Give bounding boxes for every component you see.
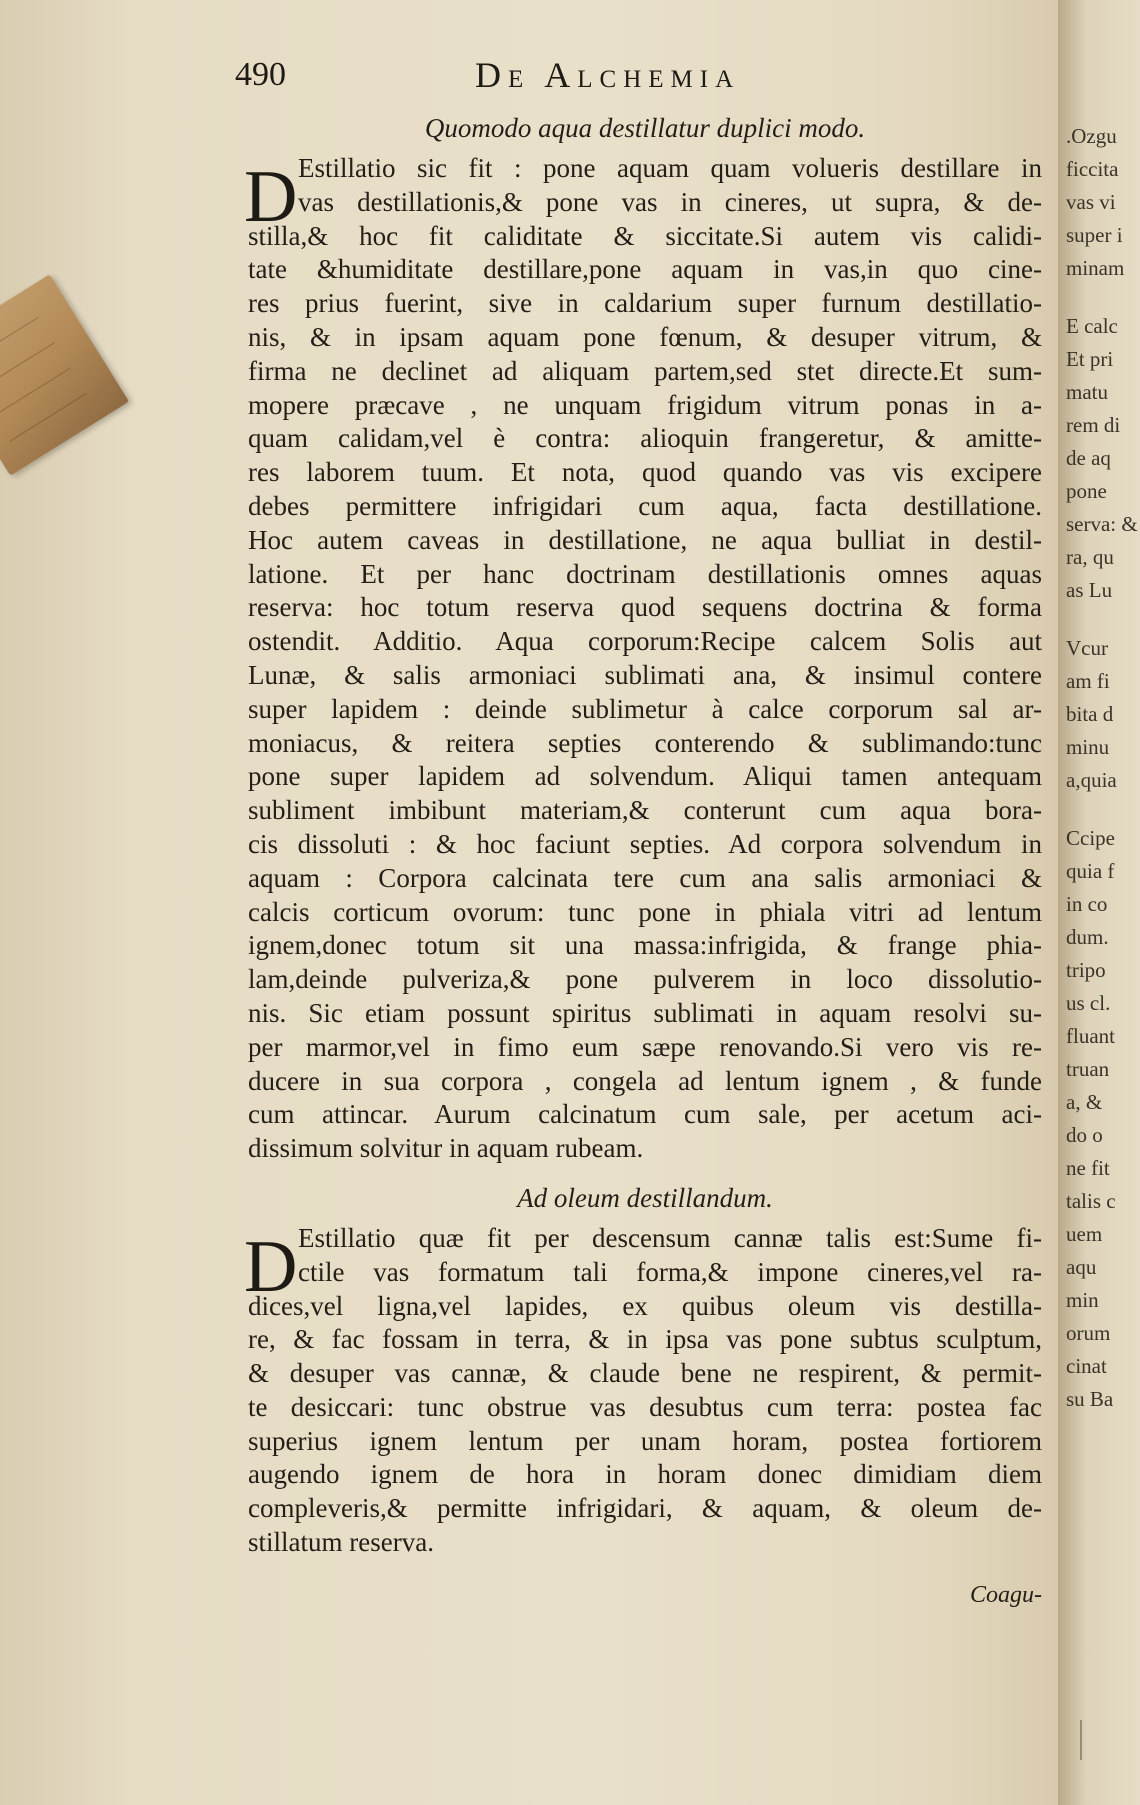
page-number: 490: [235, 56, 286, 93]
facing-page-line: fluant: [1066, 1024, 1115, 1048]
text-line: cis dissoluti : & hoc faciunt septies. Ad corpora solvendum in: [248, 828, 1042, 859]
text-line: dices,vel ligna,vel lapides, ex quibus oleum vis destilla-: [248, 1290, 1042, 1321]
text-line: Lunæ, & salis armoniaci sublimati ana, & insimul contere: [248, 659, 1042, 690]
facing-page-line: us cl.: [1066, 991, 1111, 1015]
text-line: Hoc autem caveas in destillatione, ne aqua bulliat in destil-: [248, 524, 1042, 555]
facing-page-line: E calc: [1066, 314, 1118, 338]
text-line: subliment imbibunt materiam,& conterunt cum aqua bora-: [248, 795, 1042, 826]
text-line: nis, & in ipsam aquam pone fœnum, & desuper vitrum, &: [248, 321, 1042, 352]
facing-page-line: aqu: [1066, 1255, 1097, 1279]
text-line: dissimum solvitur in aquam rubeam.: [248, 1133, 644, 1164]
text-line: per marmor,vel in fimo eum sæpe renovando.Si vero vis re-: [248, 1031, 1042, 1062]
facing-page-line: am fi: [1066, 669, 1110, 693]
facing-page-line: a,quia: [1066, 768, 1117, 792]
facing-page-line: de aq: [1066, 446, 1111, 470]
text-line: stilla,& hoc fit caliditate & siccitate.Si autem vis calidi-: [248, 220, 1042, 251]
text-line: quam calidam,vel è contra: alioquin frangeretur, & amitte-: [248, 423, 1042, 454]
binding-mark: [1080, 1720, 1082, 1760]
text-line: aquam : Corpora calcinata tere cum ana salis armoniaci &: [248, 862, 1042, 893]
facing-page-line: ficcita: [1066, 157, 1119, 181]
facing-page-line: a, &: [1066, 1090, 1103, 1114]
facing-page-line: truan: [1066, 1057, 1110, 1081]
facing-page-line: do o: [1066, 1123, 1103, 1147]
text-line: ostendit. Additio. Aqua corporum:Recipe calcem Solis aut: [248, 626, 1042, 657]
facing-page-line: Et pri: [1066, 347, 1114, 371]
facing-page-line: in co: [1066, 892, 1108, 916]
text-line: pone super lapidem ad solvendum. Aliqui tamen antequam: [248, 761, 1042, 792]
wooden-ruler: [0, 274, 129, 475]
facing-page-line: su Ba: [1066, 1387, 1114, 1411]
text-line: compleveris,& permitte infrigidari, & aquam, & oleum de-: [248, 1493, 1042, 1524]
facing-page-line: super i: [1066, 223, 1123, 247]
text-line: ducere in sua corpora , congela ad lentum ignem , & funde: [248, 1065, 1042, 1096]
section-heading-distillation: Quomodo aqua destillatur duplici modo.: [424, 113, 866, 143]
facing-page-line: minam: [1066, 256, 1125, 280]
facing-page-line: vas vi: [1066, 190, 1116, 214]
section-heading-oil: Ad oleum destillandum.: [517, 1182, 773, 1213]
facing-page-line: ra, qu: [1066, 545, 1114, 569]
text-line: super lapidem : deinde sublimetur à calce corporum sal ar-: [248, 693, 1042, 724]
text-line: vas destillationis,& pone vas in cineres, ut supra, & de-: [298, 186, 1042, 217]
text-line: stillatum reserva.: [248, 1527, 434, 1558]
drop-cap: D: [244, 156, 298, 238]
facing-page-line: Ccipe: [1066, 826, 1115, 850]
running-title: De Alchemia: [475, 55, 741, 95]
text-line: Estillatio quæ fit per descensum cannæ talis est:Sume fi-: [298, 1222, 1042, 1253]
facing-page-line: dum.: [1066, 925, 1109, 949]
text-line: debes permittere infrigidari cum aqua, facta destillatione.: [248, 490, 1042, 521]
text-line: ctile vas formatum tali forma,& impone cineres,vel ra-: [298, 1256, 1042, 1287]
text-line: res laborem tuum. Et nota, quod quando vas vis excipere: [248, 457, 1042, 488]
drop-cap: D: [244, 1225, 298, 1308]
facing-page-line: orum: [1066, 1321, 1111, 1345]
facing-page-line: bita d: [1066, 702, 1114, 726]
text-line: te desiccari: tunc obstrue vas desubtus cum terra: postea fac: [248, 1391, 1042, 1422]
paragraph-distillation: [244, 152, 1042, 1166]
text-line: ignem,donec totum sit una massa:infrigida, & frange phia-: [248, 930, 1042, 961]
text-line: calcis corticum ovorum: tunc pone in phiala vitri ad lentum: [248, 896, 1042, 927]
text-line: moniacus, & reitera septies conterendo & sublimando:tunc: [248, 727, 1042, 758]
text-line: superius ignem lentum per unam horam, postea fortiorem: [248, 1425, 1042, 1456]
text-line: Estillatio sic fit : pone aquam quam volueris destillare in: [298, 153, 1042, 183]
page-header: [235, 56, 1055, 96]
facing-page-line: ne fit: [1066, 1156, 1110, 1180]
facing-page-line: uem: [1066, 1222, 1103, 1246]
facing-page-line: quia f: [1066, 859, 1115, 883]
facing-page-line: talis c: [1066, 1189, 1116, 1213]
facing-page-line: Vcur: [1066, 636, 1108, 660]
text-line: lam,deinde pulveriza,& pone pulverem in loco dissolutio-: [248, 964, 1042, 995]
facing-page-line: pone: [1066, 479, 1107, 503]
facing-page-line: minu: [1066, 735, 1110, 759]
text-line: augendo ignem de hora in horam donec dimidiam diem: [248, 1459, 1042, 1490]
text-line: tate &humiditate destillare,pone aquam in vas,in quo cine-: [248, 254, 1042, 285]
facing-page-text: [1066, 120, 1140, 1416]
text-line: mopere præcave , ne unquam frigidum vitrum ponas in a-: [248, 389, 1042, 420]
text-line: res prius fuerint, sive in caldarium super furnum destillatio-: [248, 288, 1042, 319]
text-line: re, & fac fossam in terra, & in ipsa vas pone subtus sculptum,: [248, 1324, 1042, 1355]
facing-page-line: min: [1066, 1288, 1099, 1312]
facing-page-line: .Ozgu: [1066, 124, 1117, 148]
paragraph-oil: [244, 1222, 1042, 1560]
facing-page-line: serva: &: [1066, 512, 1138, 536]
facing-page-line: cinat: [1066, 1354, 1107, 1378]
text-line: reserva: hoc totum reserva quod sequens doctrina & forma: [248, 592, 1042, 623]
facing-page-line: matu: [1066, 380, 1108, 404]
text-line: nis. Sic etiam possunt spiritus sublimati in aquam resolvi su-: [248, 997, 1042, 1028]
catchword: Coagu-: [970, 1581, 1042, 1608]
text-line: & desuper vas cannæ, & claude bene ne respirent, & permit-: [248, 1358, 1042, 1389]
facing-page-line: as Lu: [1066, 578, 1113, 602]
text-line: firma ne declinet ad aliquam partem,sed stet directe.Et sum-: [248, 355, 1042, 386]
facing-page-line: rem di: [1066, 413, 1121, 437]
text-line: cum attincar. Aurum calcinatum cum sale, per acetum aci-: [248, 1099, 1042, 1130]
main-text: [244, 110, 1042, 1612]
text-line: latione. Et per hanc doctrinam destillationis omnes aquas: [248, 558, 1042, 589]
facing-page-line: tripo: [1066, 958, 1106, 982]
